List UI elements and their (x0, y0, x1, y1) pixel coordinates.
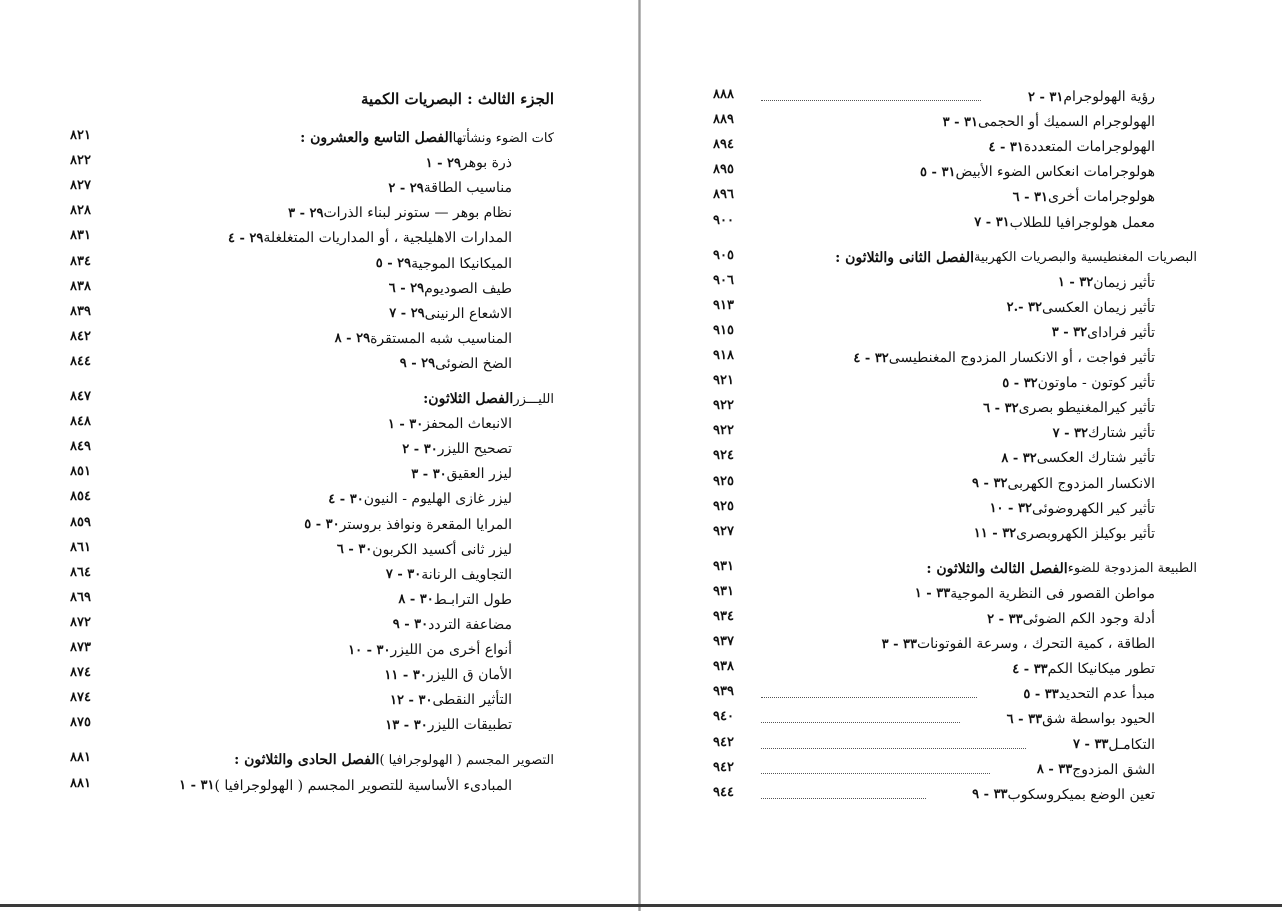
page-number: ٩٢٢ (713, 423, 734, 439)
page-number: ٨٩٤ (713, 137, 734, 153)
section-row (713, 607, 1203, 631)
page-number: ٩١٥ (713, 322, 734, 338)
section-number: ٢٩ - ٩ (399, 356, 436, 372)
section-title: تطور ميكانيكا الكم (1047, 661, 1155, 678)
page-number: ٩١٨ (713, 348, 734, 363)
page-number: ٨٥٩ (70, 514, 91, 530)
section-number: ٣٢ - ٧ (1052, 425, 1089, 441)
section-row (713, 371, 1203, 395)
entry-text (337, 252, 512, 276)
entry-text (423, 387, 560, 411)
section-row (70, 352, 560, 376)
section-title: ذرة بوهر (460, 155, 512, 172)
section-row (713, 85, 1203, 109)
section-number: ٣١ - ٧ (974, 215, 1010, 230)
entry-text (373, 462, 512, 486)
chapter-title: الفصل الثالث والثلاثون : (926, 560, 1068, 577)
page-number: ٨٢٢ (70, 153, 91, 169)
entry-text (936, 211, 1155, 235)
chapter-subtitle: الليـــزر (513, 391, 554, 407)
section-row (70, 327, 560, 351)
page-number: ٩٠٦ (713, 272, 734, 288)
section-title: الانكسار المزدوج الكهربى (1007, 475, 1155, 492)
page-number: ٩٢٢ (713, 398, 734, 414)
section-title: طول الترابـط (433, 591, 512, 608)
page-number: ٨٨٩ (713, 112, 734, 128)
section-title: التكامـل (1108, 736, 1155, 753)
page-number: ٨٥١ (70, 464, 91, 480)
chapter-row (70, 387, 560, 411)
section-row (70, 462, 560, 486)
right-page (641, 0, 1282, 911)
entry-text (815, 346, 1155, 370)
section-row (713, 522, 1203, 546)
section-number: ٣٢ - ٦ (983, 400, 1019, 416)
entry-text (317, 638, 513, 662)
section-title: الضخ الضوئى (435, 355, 512, 372)
section-row (713, 657, 1203, 681)
page-number: ٨٤٨ (70, 414, 91, 430)
section-number: ٣١ - ٢ (1027, 89, 1064, 105)
section-row (713, 321, 1203, 345)
section-row (713, 632, 1203, 656)
page-number: ٨٢٧ (70, 178, 91, 194)
entry-text (387, 151, 512, 175)
section-row (70, 412, 560, 436)
section-row (713, 135, 1203, 159)
section-title: مواطن القصور فى النظرية الموجية (950, 585, 1155, 602)
page-number: ٨٢١ (70, 128, 91, 143)
chapter-subtitle: التصوير المجسم ( الهولوجرافيا ) (379, 752, 554, 768)
section-row (70, 252, 560, 276)
section-title: تأثير شتارك (1088, 425, 1155, 442)
page-number: ٨٤٤ (70, 353, 91, 369)
section-title: تصحيح الليزر (437, 441, 512, 458)
section-row (70, 513, 560, 537)
section-row (713, 271, 1203, 295)
page-number: ٩٤٠ (713, 709, 734, 725)
section-row (70, 688, 560, 712)
section-row (713, 733, 1203, 757)
section-title: معمل هولوجرافيا للطلاب (1009, 214, 1155, 231)
section-row (713, 707, 1203, 731)
section-number: ٣٢ - ١ (1057, 275, 1094, 291)
entry-text (349, 412, 512, 436)
entry-text (353, 663, 512, 687)
dot-leader (761, 773, 990, 774)
section-number: ٣٣ - ٥ (1023, 686, 1059, 702)
entry-text (298, 538, 512, 562)
page-number: ٩٢٥ (713, 498, 734, 514)
entry-text (351, 302, 512, 326)
section-number: ٢٩ - ٤ (227, 230, 264, 246)
section-row (713, 682, 1203, 706)
section-title: مبدأ عدم التحديد (1058, 686, 1155, 703)
section-title: نظام بوهر — ستونر لبناء الذرات (323, 205, 512, 222)
section-row (70, 638, 560, 662)
dot-leader (761, 748, 1026, 749)
page-number: ٩١٣ (713, 297, 734, 313)
section-title: الاشعاع الرنينى (424, 305, 512, 322)
section-title: مضاعفة التردد (428, 616, 512, 633)
chapter-title: الفصل الثلاثون: (423, 391, 514, 407)
entry-text (249, 201, 512, 225)
section-number: ٣١ - ٤ (988, 139, 1024, 155)
entry-text (1034, 733, 1155, 757)
section-number: ٢٩ - ٥ (375, 256, 412, 271)
section-title: الحيود بواسطة شق (1042, 711, 1155, 728)
page-number: ٩٢١ (713, 373, 734, 389)
chapter-subtitle: البصريات المغنطيسية والبصريات الكهربية (974, 250, 1197, 266)
entry-text (904, 110, 1155, 134)
dot-leader (761, 100, 981, 101)
section-title: أدلة وجود الكم الضوئى (1022, 611, 1155, 627)
section-title: تأثير كير الكهروضوئى (1031, 500, 1155, 517)
entry-text (933, 472, 1155, 496)
section-title: تأثير زيمان العكسى (1041, 299, 1155, 316)
section-number: ٣٠ - ٩ (392, 617, 429, 633)
section-number: ٣٢ - ١١ (973, 526, 1017, 542)
page-number: ٩٣٤ (713, 609, 734, 624)
page-number: ٨٦١ (70, 539, 91, 555)
page-number: ٩٣١ (713, 583, 734, 599)
entry-text (361, 352, 512, 376)
section-number: ٣٠ - ٤ (328, 491, 364, 507)
dot-leader (761, 798, 926, 799)
page-number: ٨٦٤ (70, 564, 91, 580)
page-number: ٨٣١ (70, 228, 91, 244)
chapter-title: الفصل الحادى والثلاثون : (234, 752, 380, 769)
section-number: ٣٣ - ٦ (1006, 711, 1043, 727)
section-title: الهولوجرامات المتعددة (1023, 139, 1155, 156)
page-number: ٨٩٦ (713, 187, 734, 203)
entry-text (942, 522, 1155, 546)
entry-text (364, 437, 512, 461)
section-number: ٣٣ - ١ (914, 586, 951, 602)
chapter-title: الفصل التاسع والعشرون : (300, 130, 453, 146)
chapter-title: الفصل الثانى والثلاثون : (835, 249, 975, 266)
entry-text (300, 126, 560, 150)
section-row (70, 538, 560, 562)
entry-text (835, 246, 1203, 270)
section-number: ٢٩ - ٢ (388, 180, 424, 196)
entry-text (234, 748, 560, 772)
section-title: الأمان ق الليزر (426, 667, 512, 684)
entry-text (360, 588, 512, 612)
section-title: الطاقة ، كمية التحرك ، وسرعة الفوتونات (916, 636, 1155, 653)
section-number: ٣١ - ٣ (942, 114, 978, 130)
section-row (713, 783, 1203, 807)
section-number: ٢٩ - ٨ (334, 331, 371, 347)
section-row (713, 211, 1203, 235)
section-number: ٣٠ - ١ (387, 416, 424, 432)
section-row (713, 396, 1203, 420)
entry-text (950, 135, 1155, 159)
section-number: ٢٩ - ٣ (288, 205, 324, 221)
section-number: ٣٠ - ٥ (304, 517, 340, 532)
chapter-row (70, 748, 560, 772)
section-row (713, 758, 1203, 782)
entry-text (347, 563, 512, 587)
page-number: ٩٠٠ (713, 212, 734, 228)
section-title: ليزر ثانى أكسيد الكربون (372, 541, 512, 558)
entry-text (926, 557, 1203, 581)
section-number: ٢٩ - ٦ (388, 281, 425, 297)
page-number: ٩٣٩ (713, 684, 734, 700)
section-number: ٣٢ - ٣ (1051, 325, 1088, 341)
section-number: ٣١ - ١ (179, 778, 215, 793)
section-title: المرايا المقعرة ونوافذ بروستر (339, 516, 512, 533)
section-title: المدارات الاهليلجية ، أو المداريات المتغلغلة (263, 230, 512, 247)
section-row (713, 472, 1203, 496)
page-number: ٨٧٢ (70, 614, 91, 630)
section-title: رؤية الهولوجرام (1063, 89, 1155, 105)
entry-text (934, 783, 1155, 807)
section-title: تأثير شتارك العكسى (1036, 450, 1155, 467)
entry-text (296, 327, 512, 351)
section-number: ٣٢ -.٢ (1006, 300, 1042, 316)
section-title: الشق المزدوج (1072, 761, 1155, 778)
page-number: ٩٢٥ (713, 473, 734, 489)
entry-text (968, 296, 1155, 320)
section-title: ليزر غازى الهليوم - النيون (363, 491, 512, 508)
section-row (70, 588, 560, 612)
section-title: تأثير بوكيلز الكهروبصرى (1016, 525, 1155, 542)
chapter-subtitle: الطبيعة المزدوجة للضوء (1067, 561, 1197, 577)
entry-text (958, 497, 1155, 521)
entry-text (876, 582, 1155, 606)
entry-text (968, 707, 1155, 731)
entry-text (354, 613, 512, 637)
entry-text (989, 85, 1155, 109)
page-number: ٨٨٨ (713, 87, 734, 102)
section-number: ٣٣ - ٧ (1073, 737, 1109, 752)
section-title: تأثير زيمان (1093, 274, 1155, 291)
section-title: التجاويف الرنانة (421, 566, 512, 583)
entry-text (1013, 321, 1155, 345)
page-number: ٩٢٧ (713, 523, 734, 539)
chapter-row (713, 557, 1203, 581)
section-number: ٣٠ - ١٣ (385, 717, 428, 733)
section-row (70, 487, 560, 511)
section-number: ٣٣ - ٢ (987, 611, 1023, 627)
entry-text (141, 774, 512, 798)
section-number: ٣٠ - ١٢ (390, 692, 433, 708)
entry-text (189, 226, 512, 250)
section-number: ٣٠ - ١١ (384, 667, 427, 683)
page-number: ٨٤٢ (70, 328, 91, 344)
page-number: ٨٥٤ (70, 489, 91, 505)
page-number: ٨٨١ (70, 750, 91, 766)
dot-leader (761, 697, 977, 698)
page-number: ٨٧٥ (70, 715, 91, 731)
section-title: ليزر العقيق (446, 466, 512, 483)
page-number: ٩٠٥ (713, 247, 734, 263)
section-title: المبادىء الأساسية للتصوير المجسم ( الهولوجرافيا ) (214, 777, 512, 794)
section-row (70, 201, 560, 225)
section-number: ٣١ - ٥ (920, 164, 956, 180)
section-number: ٣٠ - ٨ (398, 592, 434, 608)
section-row (713, 582, 1203, 606)
section-title: تعين الوضع بميكروسكوب (1007, 786, 1155, 803)
section-title: مناسيب الطاقة (423, 180, 512, 197)
section-title: تأثير فرادای (1087, 324, 1155, 341)
part-title: الجزء الثالث : البصريات الكمية (361, 90, 554, 108)
entry-text (998, 758, 1155, 782)
section-title: تأثير كيرالمغنيطو بصرى (1018, 400, 1155, 417)
entry-text (963, 446, 1155, 470)
section-number: ٣٣ - ٣ (881, 636, 917, 652)
entry-text (290, 487, 512, 511)
page-number: ٨٦٩ (70, 589, 91, 605)
section-number: ٣٣ - ٩ (972, 787, 1008, 803)
section-row (713, 160, 1203, 184)
page-number: ٨٤٧ (70, 389, 91, 404)
section-number: ٢٩ - ٧ (389, 306, 425, 322)
section-row (70, 151, 560, 175)
page-number: ٨٩٥ (713, 162, 734, 178)
section-row (713, 110, 1203, 134)
section-number: ٣٢ - ٥ (1002, 375, 1038, 391)
page-number: ٨٧٣ (70, 640, 91, 655)
page-number: ٨٣٩ (70, 303, 91, 319)
page-number: ٩٣٨ (713, 659, 734, 675)
page-number: ٨٣٤ (70, 253, 91, 269)
page-number: ٨٤٩ (70, 439, 91, 455)
section-row (70, 774, 560, 798)
section-row (70, 663, 560, 687)
entry-text (350, 176, 512, 200)
section-title: الميكانيكا الموجية (411, 255, 512, 272)
page-number: ٩٣٧ (713, 634, 734, 650)
section-number: ٣٠ - ١٠ (348, 642, 391, 658)
page-number: ٩٢٤ (713, 448, 734, 464)
entry-text (266, 513, 512, 537)
section-title: التأثير النقطى (432, 692, 512, 709)
dot-leader (761, 722, 960, 723)
section-number: ٣٠ - ٧ (385, 567, 422, 583)
page-number: ٨٣٨ (70, 278, 91, 294)
entry-text (964, 371, 1155, 395)
section-title: تأثير فواجت ، أو الانكسار المزدوج المغنطيسى (888, 350, 1155, 366)
section-number: ٣٢ - ٩ (972, 476, 1008, 491)
entry-text (881, 160, 1155, 184)
section-row (713, 346, 1203, 370)
section-row (70, 613, 560, 637)
section-title: تطبيقات الليزر (427, 717, 512, 734)
section-row (70, 176, 560, 200)
section-title: المناسيب شبه المستقرة (370, 330, 512, 347)
section-row (713, 421, 1203, 445)
section-row (713, 497, 1203, 521)
entry-text (945, 396, 1155, 420)
section-row (70, 713, 560, 737)
page-number: ٩٤٤ (713, 784, 734, 800)
page-number: ٩٤٢ (713, 734, 734, 750)
section-title: هولوجرامات انعكاس الضوء الأبيض (955, 164, 1155, 181)
entry-text (974, 185, 1155, 209)
section-title: طيف الصوديوم (424, 280, 512, 297)
section-row (713, 185, 1203, 209)
page-number: ٨٨١ (70, 775, 91, 791)
section-title: هولوجرامات أخرى (1047, 189, 1155, 206)
entry-text (1014, 421, 1155, 445)
entry-text (985, 682, 1155, 706)
section-number: ٣٣ - ٨ (1036, 762, 1073, 778)
entry-text (949, 607, 1155, 631)
page-number: ٩٤٢ (713, 759, 734, 775)
chapter-row (70, 126, 560, 150)
entry-text (843, 632, 1155, 656)
left-page (0, 0, 638, 911)
section-number: ٣٠ - ٦ (336, 542, 373, 558)
entry-text (358, 688, 512, 712)
entry-text (350, 277, 512, 301)
page-number: ٩٣١ (713, 558, 734, 574)
chapter-row (713, 246, 1203, 270)
section-row (70, 437, 560, 461)
section-row (713, 296, 1203, 320)
section-row (70, 226, 560, 250)
section-title: تأثير كوتون - ماوتون (1037, 375, 1155, 392)
entry-text (1019, 271, 1155, 295)
section-number: ٣١ - ٦ (1012, 189, 1048, 205)
chapter-subtitle: كات الضوء ونشأتها (452, 130, 554, 146)
section-title: الهولوجرام السميك أو الحجمى (977, 114, 1155, 131)
page-number: ٨٧٤ (70, 665, 91, 681)
section-number: ٣٢ - ٤ (853, 350, 889, 366)
section-number: ٣٢ - ١٠ (989, 501, 1032, 517)
section-number: ٣٠ - ٣ (411, 466, 447, 482)
section-number: ٣٢ - ٨ (1001, 450, 1037, 466)
entry-text (354, 713, 512, 737)
section-number: ٣٠ - ٢ (402, 441, 438, 457)
section-title: الانبعاث المحفز (423, 416, 512, 433)
section-row (70, 277, 560, 301)
section-row (70, 563, 560, 587)
section-row (713, 446, 1203, 470)
page-number: ٨٧٤ (70, 690, 91, 706)
section-title: أنواع أخرى من الليزر (390, 642, 512, 658)
page-number: ٨٢٨ (70, 203, 91, 219)
section-number: ٢٩ - ١ (425, 155, 461, 171)
entry-text (974, 657, 1155, 681)
section-number: ٣٣ - ٤ (1012, 661, 1048, 677)
section-row (70, 302, 560, 326)
